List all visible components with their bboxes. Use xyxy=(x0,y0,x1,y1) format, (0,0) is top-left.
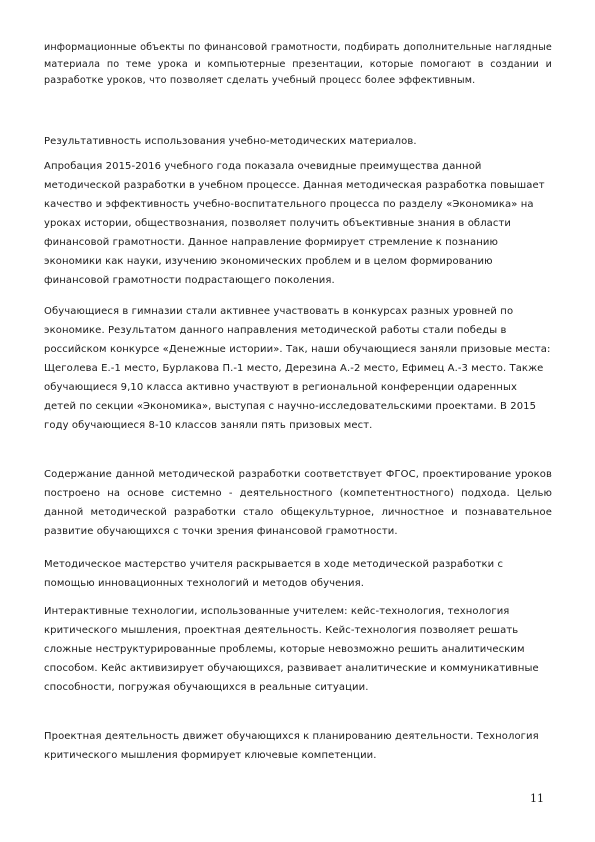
paragraph-project-activity: Проектная деятельность движет обучающихся к планированию деятельности. Технология критического мышления формирует ключевые компетенции. xyxy=(44,731,539,761)
paragraph-contest-results: Обучающиеся в гимназии стали активнее участвовать в конкурсах разных уровней по экономике. Результатом данного направления методической работы стали победы в российском конкурсе «Денежные истории». Так, наши обучающиеся заняли призовые места: Щеголева Е.-1 место, Бурлакова П.-1 место, Дерезина А.-2 место, Ефимец А.-3 место. Также обучающиеся 9,10 класса активно участвуют в региональной конференции одаренных детей по секции «Экономика», выступая с научно-исследовательскими проектами. В 2015 году обучающиеся 8-10 классов заняли пять призовых мест. xyxy=(44,306,551,431)
paragraph-interactive-technologies: Интерактивные технологии, использованные учителем: кейс-технология, технология критического мышления, проектная деятельность. Кейс-технология позволяет решать сложные неструктурированные проблемы, которые невозможно решить аналитическим способом. Кейс активизирует обучающихся, развивает аналитические и коммуникативные способности, погружая обучающихся в реальные ситуации. xyxy=(44,606,539,693)
intro-paragraph: информационные объекты по финансовой грамотности, подбирать дополнительные наглядные материала по теме урока и компьютерные презентации, которые помогают в создании и разработке уроков, что позволяет сделать учебный процесс более эффективным. xyxy=(44,42,552,86)
page-number: 11 xyxy=(530,792,544,805)
paragraph-fgos-content: Содержание данной методической разработки соответствует ФГОС, проектирование уроков построено на основе системно - деятельностного (компетентностного) подхода. Целью данной методической разработки стало общекультурное, личностное и познавательное развитие обучающихся с точки зрения финансовой грамотности. xyxy=(44,469,552,537)
section-heading: Результативность использования учебно-методических материалов. xyxy=(44,136,417,147)
paragraph-approbation: Апробация 2015-2016 учебного года показала очевидные преимущества данной методической разработки в учебном процессе. Данная методическая разработка повышает качество и эффективность учебно-воспитательного процесса по разделу «Экономика» на уроках истории, обществознания, позволяет получить объективные знания в области финансовой грамотности. Данное направление формирует стремление к познанию экономики как науки, изучению экономических проблем и в целом формированию финансовой грамотности подрастающего поколения. xyxy=(44,161,545,286)
paragraph-teacher-mastery: Методическое мастерство учителя раскрывается в ходе методической разработки с помощью инновационных технологий и методов обучения. xyxy=(44,559,504,589)
